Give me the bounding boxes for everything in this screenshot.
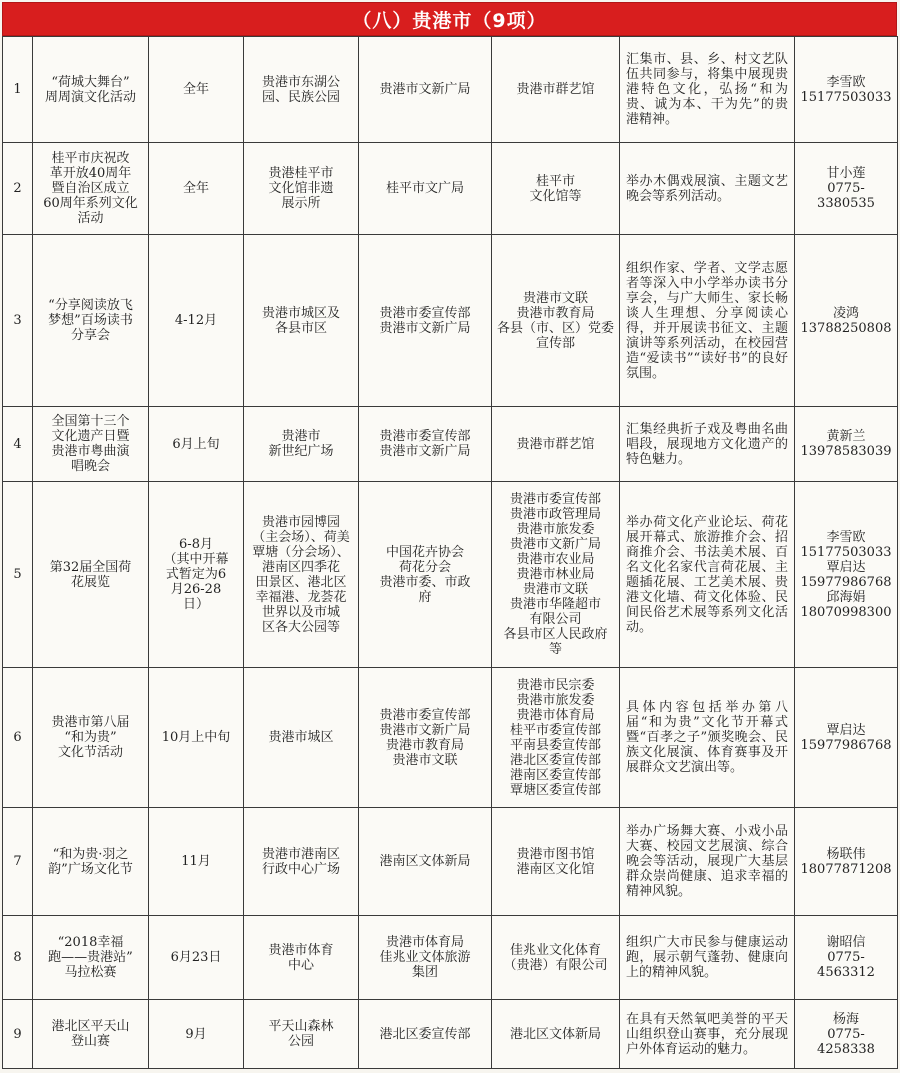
organizer: 中国花卉协会 荷花分会 贵港市委、市政 府 xyxy=(359,482,492,668)
event-time: 4-12月 xyxy=(149,235,244,407)
organizer: 港北区委宣传部 xyxy=(359,1000,492,1069)
table-row xyxy=(3,1000,898,1069)
event-description: 组织广大市民参与健康运动跑，展示朝气蓬勃、健康向上的精神风貌。 xyxy=(620,916,795,1000)
contact-info: 谢昭信 0775- 4563312 xyxy=(795,916,898,1000)
event-name: 桂平市庆祝改 革开放40周年 暨自治区成立 60周年系列文化 活动 xyxy=(33,143,149,235)
event-place: 贵港市港南区 行政中心广场 xyxy=(244,808,359,916)
event-name: 第32届全国荷 花展览 xyxy=(33,482,149,668)
event-description: 具体内容包括举办第八届“和为贵”文化节开幕式暨“百孝之子”颁奖晚会、民族文化展演、体育赛事及开展群众文艺演出等。 xyxy=(620,668,795,808)
event-name: 贵港市第八届 “和为贵” 文化节活动 xyxy=(33,668,149,808)
table-row xyxy=(3,916,898,1000)
row-number: 1 xyxy=(3,37,33,143)
event-description: 组织作家、学者、文学志愿者等深入中小学举办读书分享会，与广大师生、家长畅谈人生理想、分享阅读心得，并开展读书征文、主题演讲等系列活动，在校园营造“爱读书”“读好书”的良好氛围。 xyxy=(620,235,795,407)
host-unit: 贵港市委宣传部 贵港市政管理局 贵港市旅发委 贵港市文新广局 贵港市农业局 贵港市林业局 贵港市文联 贵港市华隆超市 有限公司 各县市区人民政府 等 xyxy=(492,482,620,668)
event-time: 9月 xyxy=(149,1000,244,1069)
table-row xyxy=(3,482,898,668)
contact-info: 杨联伟 18077871208 xyxy=(795,808,898,916)
contact-info: 李雪欧 15177503033 覃启达 15977986768 邱海娟 18070998300 xyxy=(795,482,898,668)
table-row xyxy=(3,37,898,143)
row-number: 7 xyxy=(3,808,33,916)
event-place: 贵港市城区及 各县市区 xyxy=(244,235,359,407)
contact-info: 黄新兰 13978583039 xyxy=(795,407,898,482)
host-unit: 贵港市文联 贵港市教育局 各县（市、区）党委 宣传部 xyxy=(492,235,620,407)
organizer: 桂平市文广局 xyxy=(359,143,492,235)
table-row xyxy=(3,235,898,407)
row-number: 4 xyxy=(3,407,33,482)
row-number: 9 xyxy=(3,1000,33,1069)
event-name: 港北区平天山 登山赛 xyxy=(33,1000,149,1069)
event-time: 全年 xyxy=(149,143,244,235)
table-row xyxy=(3,407,898,482)
contact-info: 凌鸿 13788250808 xyxy=(795,235,898,407)
event-description: 举办广场舞大赛、小戏小品大赛、校园文艺展演、综合晚会等活动，展现广大基层群众崇尚健康、追求幸福的精神风貌。 xyxy=(620,808,795,916)
event-name: “和为贵·羽之 韵”广场文化节 xyxy=(33,808,149,916)
organizer: 贵港市委宣传部 贵港市文新广局 xyxy=(359,235,492,407)
host-unit: 桂平市 文化馆等 xyxy=(492,143,620,235)
document-page xyxy=(2,2,897,1069)
row-number: 8 xyxy=(3,916,33,1000)
event-name: “荷城大舞台” 周周演文化活动 xyxy=(33,37,149,143)
event-description: 举办荷文化产业论坛、荷花展开幕式、旅游推介会、招商推介会、书法美术展、百名文化名家代言荷花展、主题插花展、工艺美术展、贵港文化墙、荷文化体验、民间民俗艺术展等系列文化活动。 xyxy=(620,482,795,668)
event-description: 在具有天然氧吧美誉的平天山组织登山赛事，充分展现户外体育运动的魅力。 xyxy=(620,1000,795,1069)
row-number: 5 xyxy=(3,482,33,668)
organizer: 贵港市文新广局 xyxy=(359,37,492,143)
host-unit: 贵港市图书馆 港南区文化馆 xyxy=(492,808,620,916)
event-description: 举办木偶戏展演、主题文艺晚会等系列活动。 xyxy=(620,143,795,235)
row-number: 2 xyxy=(3,143,33,235)
event-name: 全国第十三个 文化遗产日暨 贵港市粤曲演 唱晚会 xyxy=(33,407,149,482)
events-table xyxy=(2,36,898,1069)
organizer: 贵港市委宣传部 贵港市文新广局 xyxy=(359,407,492,482)
event-time: 10月上中旬 xyxy=(149,668,244,808)
event-name: “分享阅读放飞 梦想”百场读书 分享会 xyxy=(33,235,149,407)
table-row xyxy=(3,143,898,235)
organizer: 港南区文体新局 xyxy=(359,808,492,916)
host-unit: 港北区文体新局 xyxy=(492,1000,620,1069)
table-row xyxy=(3,808,898,916)
host-unit: 贵港市民宗委 贵港市旅发委 贵港市体育局 桂平市委宣传部 平南县委宣传部 港北区委宣传部 港南区委宣传部 覃塘区委宣传部 xyxy=(492,668,620,808)
event-place: 贵港市 新世纪广场 xyxy=(244,407,359,482)
event-time: 6月上旬 xyxy=(149,407,244,482)
event-place: 贵港市城区 xyxy=(244,668,359,808)
event-time: 11月 xyxy=(149,808,244,916)
event-place: 贵港市体育 中心 xyxy=(244,916,359,1000)
event-name: “2018幸福 跑——贵港站” 马拉松赛 xyxy=(33,916,149,1000)
event-time: 6月23日 xyxy=(149,916,244,1000)
event-place: 贵港桂平市 文化馆非遗 展示所 xyxy=(244,143,359,235)
section-title: （八）贵港市（9项） xyxy=(2,2,897,36)
row-number: 3 xyxy=(3,235,33,407)
host-unit: 佳兆业文化体育 （贵港）有限公司 xyxy=(492,916,620,1000)
contact-info: 覃启达 15977986768 xyxy=(795,668,898,808)
event-place: 平天山森林 公园 xyxy=(244,1000,359,1069)
table-row xyxy=(3,668,898,808)
contact-info: 甘小莲 0775- 3380535 xyxy=(795,143,898,235)
contact-info: 李雪欧 15177503033 xyxy=(795,37,898,143)
contact-info: 杨海 0775- 4258338 xyxy=(795,1000,898,1069)
event-description: 汇集经典折子戏及粤曲名曲唱段，展现地方文化遗产的特色魅力。 xyxy=(620,407,795,482)
organizer: 贵港市委宣传部 贵港市文新广局 贵港市教育局 贵港市文联 xyxy=(359,668,492,808)
host-unit: 贵港市群艺馆 xyxy=(492,407,620,482)
event-place: 贵港市东湖公 园、民族公园 xyxy=(244,37,359,143)
event-time: 全年 xyxy=(149,37,244,143)
organizer: 贵港市体育局 佳兆业文体旅游 集团 xyxy=(359,916,492,1000)
event-time: 6-8月 （其中开幕 式暂定为6 月26-28 日） xyxy=(149,482,244,668)
host-unit: 贵港市群艺馆 xyxy=(492,37,620,143)
row-number: 6 xyxy=(3,668,33,808)
event-place: 贵港市园博园 （主会场）、荷美 覃塘（分会场）、 港南区四季花 田景区、港北区 幸福港、龙荟花 世界以及市城 区各大公园等 xyxy=(244,482,359,668)
event-description: 汇集市、县、乡、村文艺队伍共同参与，将集中展现贵港特色文化，弘扬“和为贵、诚为本、干为先”的贵港精神。 xyxy=(620,37,795,143)
